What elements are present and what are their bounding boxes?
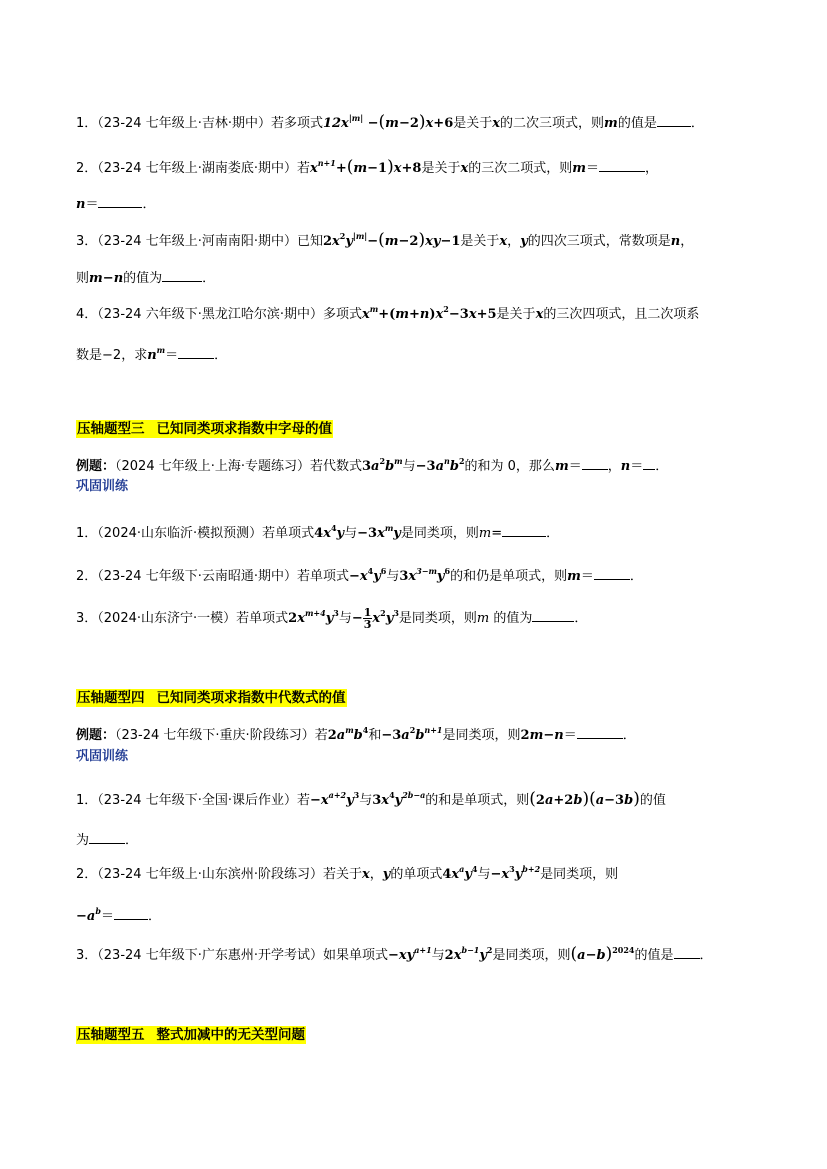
question-source: （23-24 七年级上·山东滨州·阶段练习）若关于 bbox=[97, 867, 362, 882]
question-number: 3． bbox=[76, 948, 98, 963]
answer-blank[interactable] bbox=[599, 157, 645, 172]
answer-blank[interactable] bbox=[674, 944, 700, 959]
example-s3: 例题：（2024 七年级上·上海·专题练习）若代数式$3a^2b^m$与$-3a^nb^2$的和为 0，那么m＝ ，n＝ ． bbox=[76, 456, 669, 474]
answer-blank[interactable] bbox=[162, 267, 202, 282]
question-s4-1: 1．（23-24 七年级下·全国·课后作业）若$-x^{a+2}y^3$与$3x^4y^{2b-a}$的和是单项式，则(2a+2b)(a−3b)的值 bbox=[76, 789, 666, 809]
question-s2-1: 1．（23-24 七年级上·吉林·期中）若多项式$12x^{|m|} -(m-2)x+6$是关于x的二次三项式，则m的值是 ． bbox=[76, 112, 704, 132]
fraction-one-third: $\frac{1}{3}$ bbox=[363, 606, 372, 631]
question-source: （23-24 七年级上·河南南阳·期中）已知 bbox=[97, 234, 323, 249]
question-source: （2024·山东济宁·一模）若单项式 bbox=[97, 611, 289, 626]
question-source: （23-24 七年级下·广东惠州·开学考试）如果单项式 bbox=[97, 948, 388, 963]
question-source: （2024·山东临沂·模拟预测）若单项式 bbox=[97, 526, 315, 541]
answer-blank[interactable] bbox=[89, 829, 125, 844]
question-number: 1． bbox=[76, 116, 98, 131]
question-number: 3． bbox=[76, 611, 98, 626]
example-label: 例题： bbox=[76, 459, 116, 474]
answer-blank[interactable] bbox=[657, 112, 691, 127]
question-s3-1: 1．（2024·山东临沂·模拟预测）若单项式$4x^4y$与$-3x^my$是同类项，则m= ． bbox=[76, 523, 560, 541]
question-source: （23-24 七年级上·湖南娄底·期中）若 bbox=[97, 161, 310, 176]
drill-label: 巩固训练 bbox=[76, 749, 129, 764]
example-label: 例题： bbox=[76, 728, 116, 743]
section-heading-3: 压轴题型三 已知同类项求指数中字母的值 bbox=[77, 421, 332, 437]
question-s4-3: 3．（23-24 七年级下·广东惠州·开学考试）如果单项式$-xy^{a+1}$与$2x^{b-1}y^2$是同类项，则$(a-b)^{2024}$的值是 ． bbox=[76, 944, 713, 964]
question-number: 2． bbox=[76, 867, 98, 882]
answer-blank[interactable] bbox=[114, 905, 148, 920]
question-number: 2． bbox=[76, 569, 98, 584]
section-heading-4: 压轴题型四 已知同类项求指数中代数式的值 bbox=[77, 690, 346, 706]
question-s2-4: 4．（23-24 六年级下·黑龙江哈尔滨·期中）多项式$x^m+(m+n)x^2-3x+5$是关于x的三次四项式，且二次项系 bbox=[76, 304, 700, 322]
question-source: （23-24 七年级上·吉林·期中）若多项式 bbox=[97, 116, 323, 131]
question-s2-2: 2．（23-24 七年级上·湖南娄底·期中）若$x^{n+1}+(m-1)x+8$是关于x的三次二项式，则m＝ ， bbox=[76, 157, 659, 177]
question-s4-1-line2: 为 ． bbox=[76, 829, 138, 850]
answer-blank[interactable] bbox=[98, 193, 142, 208]
question-number: 3． bbox=[76, 234, 98, 249]
answer-blank[interactable] bbox=[502, 522, 546, 537]
answer-blank[interactable] bbox=[577, 724, 623, 739]
answer-blank[interactable] bbox=[178, 344, 214, 359]
question-number: 2． bbox=[76, 161, 98, 176]
question-source: （23-24 六年级下·黑龙江哈尔滨·期中）多项式 bbox=[97, 307, 362, 322]
question-s4-2-line2: $-a^b=$ ． bbox=[76, 906, 161, 924]
answer-blank[interactable] bbox=[532, 607, 574, 622]
drill-label: 巩固训练 bbox=[76, 479, 129, 494]
question-s3-2: 2．（23-24 七年级下·云南昭通·期中）若单项式$-x^4y^6$与$3x^{3-m}y^6$的和仍是单项式，则m＝ ． bbox=[76, 566, 643, 584]
answer-blank[interactable] bbox=[594, 565, 630, 580]
question-number: 4． bbox=[76, 307, 98, 322]
question-s2-3-line2: 则m−n的值为 ． bbox=[76, 267, 215, 288]
question-number: 1． bbox=[76, 526, 98, 541]
question-source: （23-24 七年级下·全国·课后作业）若 bbox=[97, 793, 310, 808]
question-source: （23-24 七年级下·云南昭通·期中）若单项式 bbox=[97, 569, 349, 584]
question-s2-4-line2: 数是−2，求$n^m=$ ． bbox=[76, 345, 228, 363]
question-number: 1． bbox=[76, 793, 98, 808]
example-s4: 例题：（23-24 七年级下·重庆·阶段练习）若$2a^mb^4$和$-3a^2b^{n+1}$是同类项，则2m−n＝ ． bbox=[76, 725, 636, 743]
question-s3-3: 3．（2024·山东济宁·一模）若单项式$2x^{m+4}y^3$与− $\frac{1}{3}$ $x^2y^3$是同类项，则m 的值为 ． bbox=[76, 606, 588, 631]
question-s2-2-line2: n＝ ． bbox=[76, 193, 155, 214]
answer-blank[interactable] bbox=[582, 455, 608, 470]
answer-blank[interactable] bbox=[643, 455, 655, 470]
question-s4-2: 2．（23-24 七年级上·山东滨州·阶段练习）若关于x，y的单项式$4x^ay^4$与$-x^3y^{b+2}$是同类项，则 bbox=[76, 864, 619, 882]
question-s2-3: 3．（23-24 七年级上·河南南阳·期中）已知$2x^2y^{|m|}-(m-2)xy-1$是关于x，y的四次三项式，常数项是n， bbox=[76, 230, 694, 250]
section-heading-5: 压轴题型五 整式加减中的无关型问题 bbox=[77, 1027, 305, 1043]
